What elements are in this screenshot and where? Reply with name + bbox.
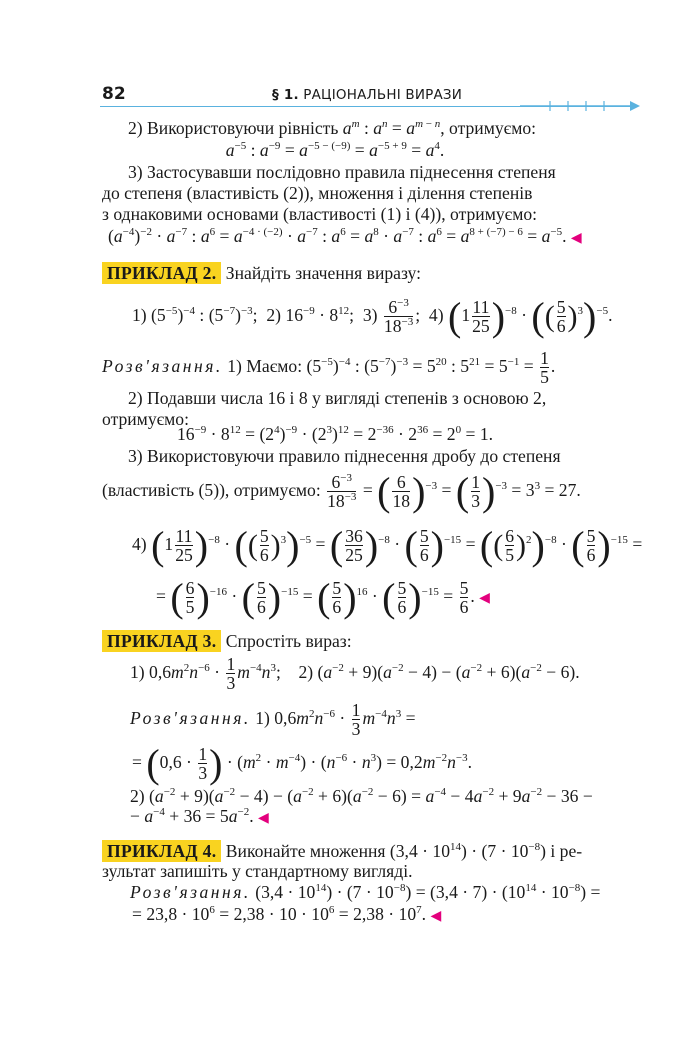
example-2-solution-4-line-1: 4) (1 $\frac{11}{25}$ )$^{-8}$ · (( $\frac{5}{6}$ )$^3$)$^{-5}$ = ( $\frac{36}{25}$ )$^{-8}$ · ( $\frac{5}{6}$ )$^{-15}$ = (( $\frac{6}{5}$ )$^2$)$^{-8}$ · ( $\frac{5}{6}$ )$^{-15}$ = <box>132 522 643 568</box>
paragraph-2-formula: $a^{-5}$ : $a^{-9} = a^{-5 - (-9)} = a^{-5 + 9} = a^4$. <box>225 140 445 160</box>
end-of-solution-icon: ◀ <box>430 909 442 924</box>
end-of-solution-icon: ◀ <box>258 811 269 826</box>
paragraph-3-line-2: до степеня (властивість (2)), множення і ділення степенів <box>102 183 533 203</box>
solution-label: Розв'язання. <box>102 356 223 376</box>
example-2-solution-3-formula: (властивість (5)), отримуємо: $\frac{6^{-3}}{18^{-3}}$ = ( $\frac{6}{18}$ )$^{-3}$ = ( $\frac{1}{3}$ )$^{-3} = 3^3 = 27$. <box>102 468 581 514</box>
example-3-items: 1) $0,6m^2n^{-6}$ · $\frac{1}{3}$ $m^{-4}n^3$; 2) $(a^{-2} + 9)(a^{-2} - 4) - (a^{-2} + 6)(a^{-2} - 6)$. <box>130 654 580 694</box>
example-2-solution-3b: (властивість (5)), отримуємо: <box>102 480 321 500</box>
example-4-solution-1: Розв'язання. $(3,4 \cdot 10^{14}) \cdot (7 \cdot 10^{-8}) = (3,4 \cdot 7) \cdot (10^{14} \cdot 10^{-8})$ = <box>130 882 601 902</box>
example-2-solution-3a: 3) Використовуючи правило піднесення дробу до степеня <box>128 446 561 466</box>
example-3-heading <box>102 630 637 652</box>
page-number: 82 <box>102 84 126 104</box>
end-of-solution-icon: ◀ <box>479 591 490 606</box>
example-2-solution-2-formula: $16^{-9} \cdot 8^{12} = (2^4)^{-9} \cdot (2^3)^{12} = 2^{-36} \cdot 2^{36} = 2^0 = 1$. <box>176 424 494 444</box>
example-4-heading: ПРИКЛАД 4. Виконайте множення $(3,4 \cdot 10^{14}) \cdot (7 \cdot 10^{-8})$ і ре- <box>102 840 637 862</box>
example-3-solution-2b: − $a^{-4} + 36 = 5a^{-2}$. ◀ <box>130 806 269 826</box>
paragraph-3-formula: $(a^{-4})^{-2} \cdot a^{-7}$ : $a^6 = a^{-4 \cdot (-2)} \cdot a^{-7}$ : $a^6 = a^8 \cdot a^{-7}$ : $a^6 = a^{8 + (-7) - 6} = a^{-5}$. ◀ <box>108 226 582 246</box>
example-3-solution-1b: = (0,6 · $\frac{1}{3}$ ) · $(m^2 \cdot m^{-4}) \cdot (n^{-6} \cdot n^3) = 0,2m^{-2}n^{-3}$. <box>132 740 473 786</box>
paragraph-3-line-1: 3) Застосувавши послідовно правила піднесення степеня <box>128 162 556 182</box>
example-3-solution-1a: Розв'язання. 1) $0,6m^2n^{-6}$ · $\frac{1}{3}$ $m^{-4}n^3$ = <box>130 700 416 740</box>
example-2-solution-1: Розв'язання. 1) Маємо: $(5^{-5})^{-4}$ : $(5^{-7})^{-3} = 5^{20}$ : $5^{21} = 5^{-1}$ = $\frac{1}{5}$ . <box>102 348 556 388</box>
example-4-label: ПРИКЛАД 4. <box>102 840 221 862</box>
example-2-solution-4-line-2: = ( $\frac{6}{5}$ )$^{-16}$ · ( $\frac{5}{6}$ )$^{-15}$ = ( $\frac{5}{6}$ )$^{16}$ · ( $\frac{5}{6}$ )$^{-15}$ = $\frac{5}{6}$ . ◀ <box>156 574 490 620</box>
end-of-solution-icon: ◀ <box>570 231 582 246</box>
example-2-solution-2a: 2) Подавши числа 16 і 8 у вигляді степенів з основою 2, <box>128 388 547 408</box>
example-2-heading <box>102 262 637 284</box>
solution-label: Розв'язання. <box>130 708 251 728</box>
example-3-label: ПРИКЛАД 3. <box>102 630 221 652</box>
example-2-task: Знайдіть значення виразу: <box>225 263 422 283</box>
section-title: РАЦІОНАЛЬНІ ВИРАЗИ <box>303 87 463 103</box>
example-4-task-b: зультат запишіть у стандартному вигляді. <box>102 861 413 881</box>
example-2-solution-2b: отримуємо: <box>102 409 189 429</box>
paragraph-2: 2) Використовуючи рівність $a^m$ : $a^n = a^{m - n}$, отримуємо: <box>128 118 537 138</box>
example-4-solution-2: = $23,8 \cdot 10^6 = 2,38 \cdot 10 \cdot 10^6 = 2,38 \cdot 10^7$. ◀ <box>132 904 442 924</box>
paragraph-3-line-3: з однаковими основами (властивості (1) і (4)), отримуємо: <box>102 204 538 224</box>
example-2-items: 1) $(5^{-5})^{-4}$ : $(5^{-7})^{-3}$; 2) $16^{-9} \cdot 8^{12}$; 3) $\frac{6^{-3}}{18^{-3}}$ ; 4) (1 $\frac{11}{25}$ )$^{-8}$ · (( $\frac{5}{6}$ )$^3$)$^{-5}$. <box>132 293 613 339</box>
solution-label: Розв'язання. <box>130 882 251 902</box>
running-head <box>272 85 462 106</box>
example-3-solution-2a: 2) $(a^{-2} + 9)(a^{-2} - 4) - (a^{-2} + 6)(a^{-2} - 6) = a^{-4} - 4a^{-2} + 9a^{-2} - 36$ − <box>130 786 593 806</box>
header-arrow-icon <box>520 99 640 113</box>
example-2-label: ПРИКЛАД 2. <box>102 262 221 284</box>
section-number: § 1. <box>272 87 299 103</box>
example-3-task: Спростіть вираз: <box>225 631 352 651</box>
